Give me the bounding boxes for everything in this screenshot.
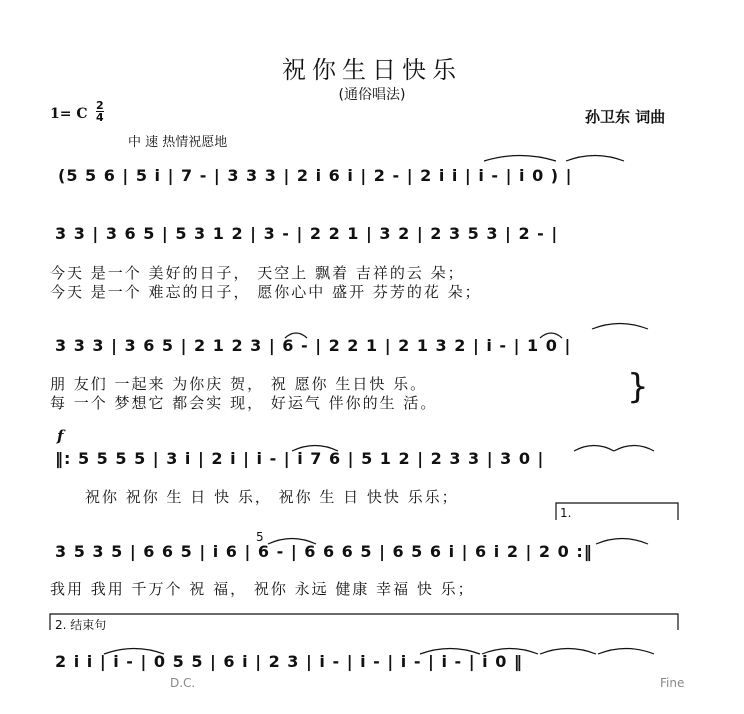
- key-signature: 1= C: [50, 106, 88, 122]
- slur-row-4: [292, 446, 338, 452]
- notation-row-3: 3 3 3 | 3 6 5 | 2 1 2 3 | 6 - | 2 2 1 | 2 1 3 2 | i - | 1 0 |: [55, 336, 572, 355]
- volta-2-label: 2. 结束句: [55, 618, 107, 632]
- slur-row-6c: [482, 649, 538, 655]
- fine-marking: Fine: [660, 676, 685, 690]
- grace-note: 5: [256, 530, 264, 544]
- notation-row-1: (5 5 6 | 5 i | 7 - | 3 3 3 | 2 i 6 i | 2 - | 2 i i | i - | i 0 ) |: [58, 166, 573, 185]
- volta-1-bracket: [556, 503, 678, 520]
- tempo-marking: 中 速 热情祝愿地: [128, 135, 228, 150]
- slur-row-3b: [540, 333, 562, 338]
- notation-row-5: 3 5 3 5 | 6 6 5 | i 6 | 6 - | 6 6 6 5 | 6 5 6 i | 6 i 2 | 2 0 :‖: [55, 542, 593, 561]
- slur-row-1b: [566, 156, 624, 162]
- lyric-row-4: 祝你 祝你 生 日 快 乐， 祝你 生 日 快快 乐乐；: [85, 488, 459, 506]
- meter-top: 2: [96, 99, 104, 112]
- lyric-row-2-verse-1: 今天 是一个 美好的日子， 天空上 飘着 吉祥的云 朵；: [50, 264, 465, 282]
- verse-brace: }: [627, 367, 649, 407]
- volta-2-bracket: [50, 614, 678, 630]
- slur-row-6b: [420, 649, 480, 655]
- lyric-row-5: 我用 我用 千万个 祝 福， 祝你 永远 健康 幸福 快 乐；: [50, 580, 475, 598]
- notation-row-6: 2 i i | i - | 0 5 5 | 6 i | 2 3 | i - | i - | i - | i - | i 0 ‖: [55, 652, 523, 671]
- slur-row-5: [268, 539, 316, 545]
- slur-row-3c: [592, 324, 648, 330]
- slur-row-6: [104, 649, 164, 655]
- song-title: 祝你生日快乐: [282, 56, 462, 84]
- slur-row-4b: [574, 446, 614, 452]
- notation-row-4: ‖: 5 5 5 5 | 3 i | 2 i | i - | i 7 6 | 5 1 2 | 2 3 3 | 3 0 |: [55, 449, 545, 468]
- dc-marking: D.C.: [170, 676, 196, 690]
- slur-row-1: [484, 156, 556, 162]
- slur-row-6e: [598, 649, 654, 655]
- slur-row-4c: [614, 446, 654, 452]
- dynamic-forte: f: [57, 427, 64, 445]
- slur-row-3: [285, 333, 307, 338]
- notation-row-2: 3 3 | 3 6 5 | 5 3 1 2 | 3 - | 2 2 1 | 3 2 | 2 3 5 3 | 2 - |: [55, 224, 559, 243]
- song-subtitle: (通俗唱法): [338, 87, 406, 103]
- lyric-row-2-verse-2: 今天 是一个 难忘的日子， 愿你心中 盛开 芬芳的花 朵；: [50, 283, 482, 301]
- slur-row-5b: [596, 539, 648, 545]
- composer-credit: 孙卫东 词曲: [585, 108, 666, 126]
- lyric-row-3-verse-1: 朋 友们 一起来 为你庆 贺， 祝 愿你 生日快 乐。: [50, 375, 428, 393]
- slur-row-6d: [540, 649, 596, 655]
- lyric-row-3-verse-2: 每 一个 梦想它 都会实 现， 好运气 伴你的生 活。: [50, 394, 438, 412]
- volta-1-label: 1.: [560, 506, 572, 520]
- meter-bottom: 4: [96, 111, 104, 124]
